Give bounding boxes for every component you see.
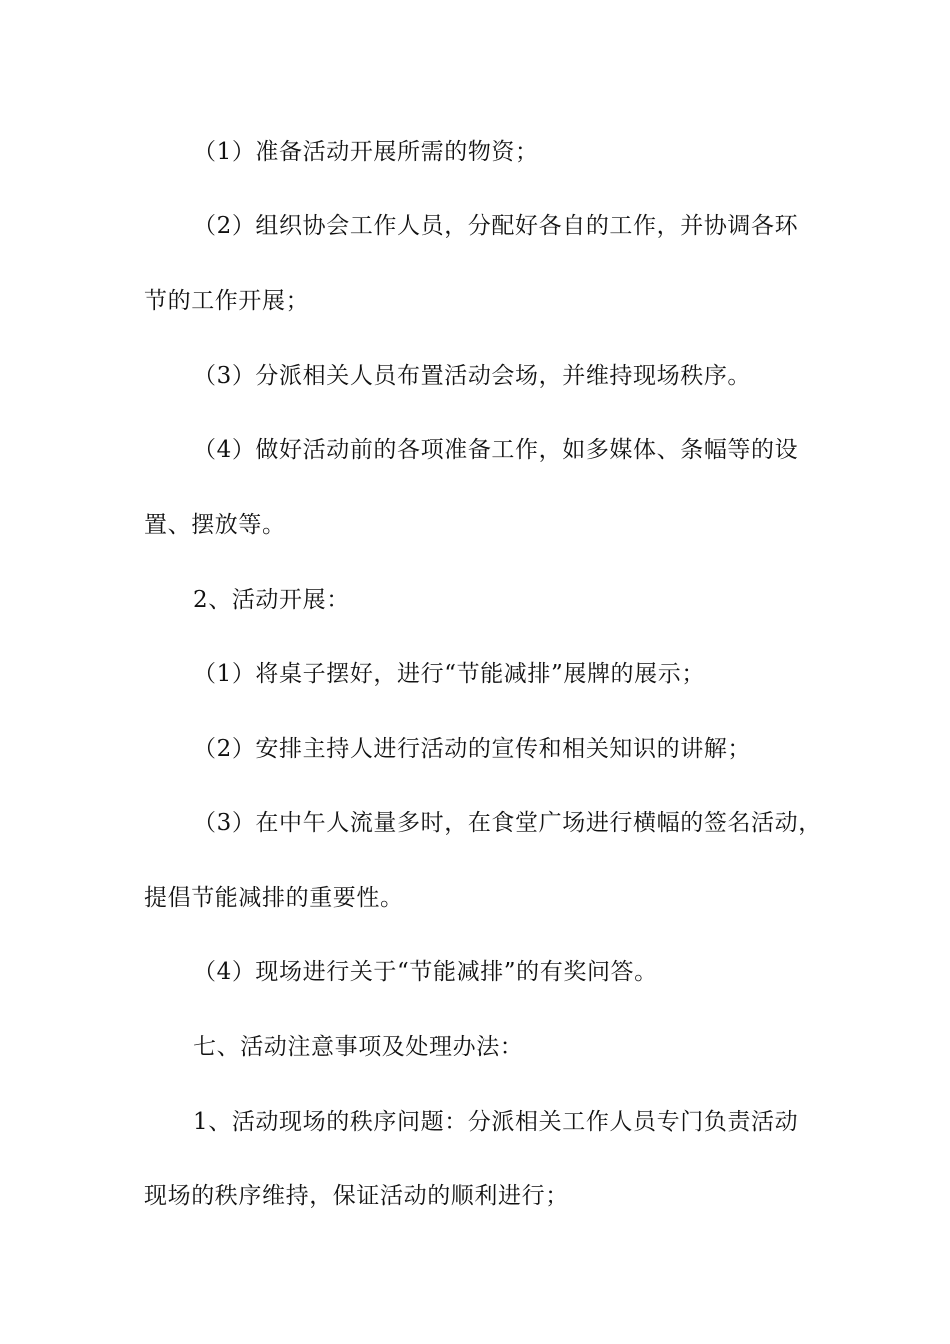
- paragraph-line: 提倡节能减排的重要性。: [144, 885, 404, 911]
- paragraph-line: （4）做好活动前的各项准备工作，如多媒体、条幅等的设: [193, 437, 799, 463]
- paragraph-line: （3）分派相关人员布置活动会场，并维持现场秩序。: [193, 363, 752, 389]
- paragraph-line: （2）组织协会工作人员，分配好各自的工作，并协调各环: [193, 213, 799, 239]
- paragraph-line: 1、活动现场的秩序问题：分派相关工作人员专门负责活动: [193, 1109, 799, 1135]
- paragraph-line: （4）现场进行关于“节能减排”的有奖问答。: [193, 959, 658, 985]
- section-heading: 七、活动注意事项及处理办法：: [193, 1034, 524, 1060]
- paragraph-line: （2）安排主持人进行活动的宣传和相关知识的讲解；: [193, 736, 752, 762]
- paragraph-line: （1）准备活动开展所需的物资；: [193, 139, 539, 165]
- paragraph-line: （3）在中午人流量多时，在食堂广场进行横幅的签名活动，: [193, 810, 822, 836]
- section-heading: 2、活动开展：: [193, 587, 350, 613]
- paragraph-line: （1）将桌子摆好，进行“节能减排”展牌的展示；: [193, 661, 705, 687]
- paragraph-line: 节的工作开展；: [144, 288, 310, 314]
- paragraph-line: 置、摆放等。: [144, 512, 286, 538]
- paragraph-line: 现场的秩序维持，保证活动的顺利进行；: [144, 1183, 569, 1209]
